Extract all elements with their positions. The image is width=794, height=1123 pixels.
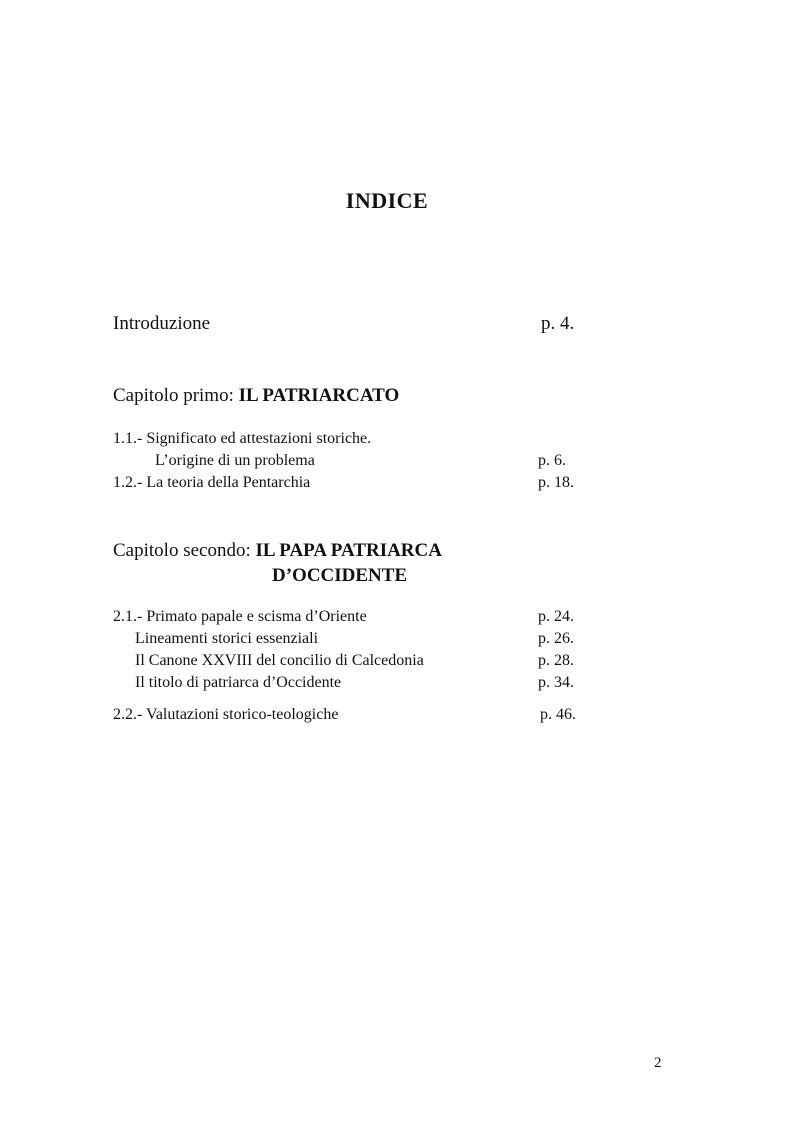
toc-entry-2-1-page: p. 24. [538,608,574,625]
toc-entry-2-1b-label: Lineamenti storici essenziali [135,630,319,647]
toc-entry-1-2-page: p. 18. [538,474,574,491]
chapter2-heading [113,540,442,562]
toc-entry-2-1-label: 2.1.- Primato papale e scisma d’Oriente [113,608,367,625]
chapter1-prefix: Capitolo primo: [113,385,239,406]
toc-entry-1-1b-page: p. 6. [538,452,566,469]
chapter2-title-line1: IL PAPA PATRIARCA [255,540,442,561]
toc-entry-2-1d-label: Il titolo di patriarca d’Occidente [135,674,342,691]
toc-entry-2-1c-label: Il Canone XXVIII del concilio di Calcedonia [135,652,424,669]
toc-entry-2-1c-page: p. 28. [538,652,574,669]
chapter1-heading [113,385,399,407]
intro-label: Introduzione [113,313,211,334]
chapter2-prefix: Capitolo secondo: [113,540,256,561]
toc-entry-2-1b-page: p. 26. [538,630,574,647]
toc-entry-2-1d-page: p. 34. [538,674,574,691]
toc-entry-1-1-label: 1.1.- Significato ed attestazioni storiche. [113,430,372,447]
intro-page: p. 4. [541,313,575,334]
chapter2-title-line2: D’OCCIDENTE [272,565,408,586]
toc-entry-2-2-label: 2.2.- Valutazioni storico-teologiche [113,706,339,723]
toc-entry-2-2-page: p. 46. [540,706,576,723]
page-title: INDICE [345,188,429,213]
page-number: 2 [654,1055,662,1071]
toc-entry-1-2-label: 1.2.- La teoria della Pentarchia [113,474,311,491]
toc-entry-1-1b-label: L’origine di un problema [155,452,315,469]
chapter1-title: IL PATRIARCATO [238,385,400,406]
